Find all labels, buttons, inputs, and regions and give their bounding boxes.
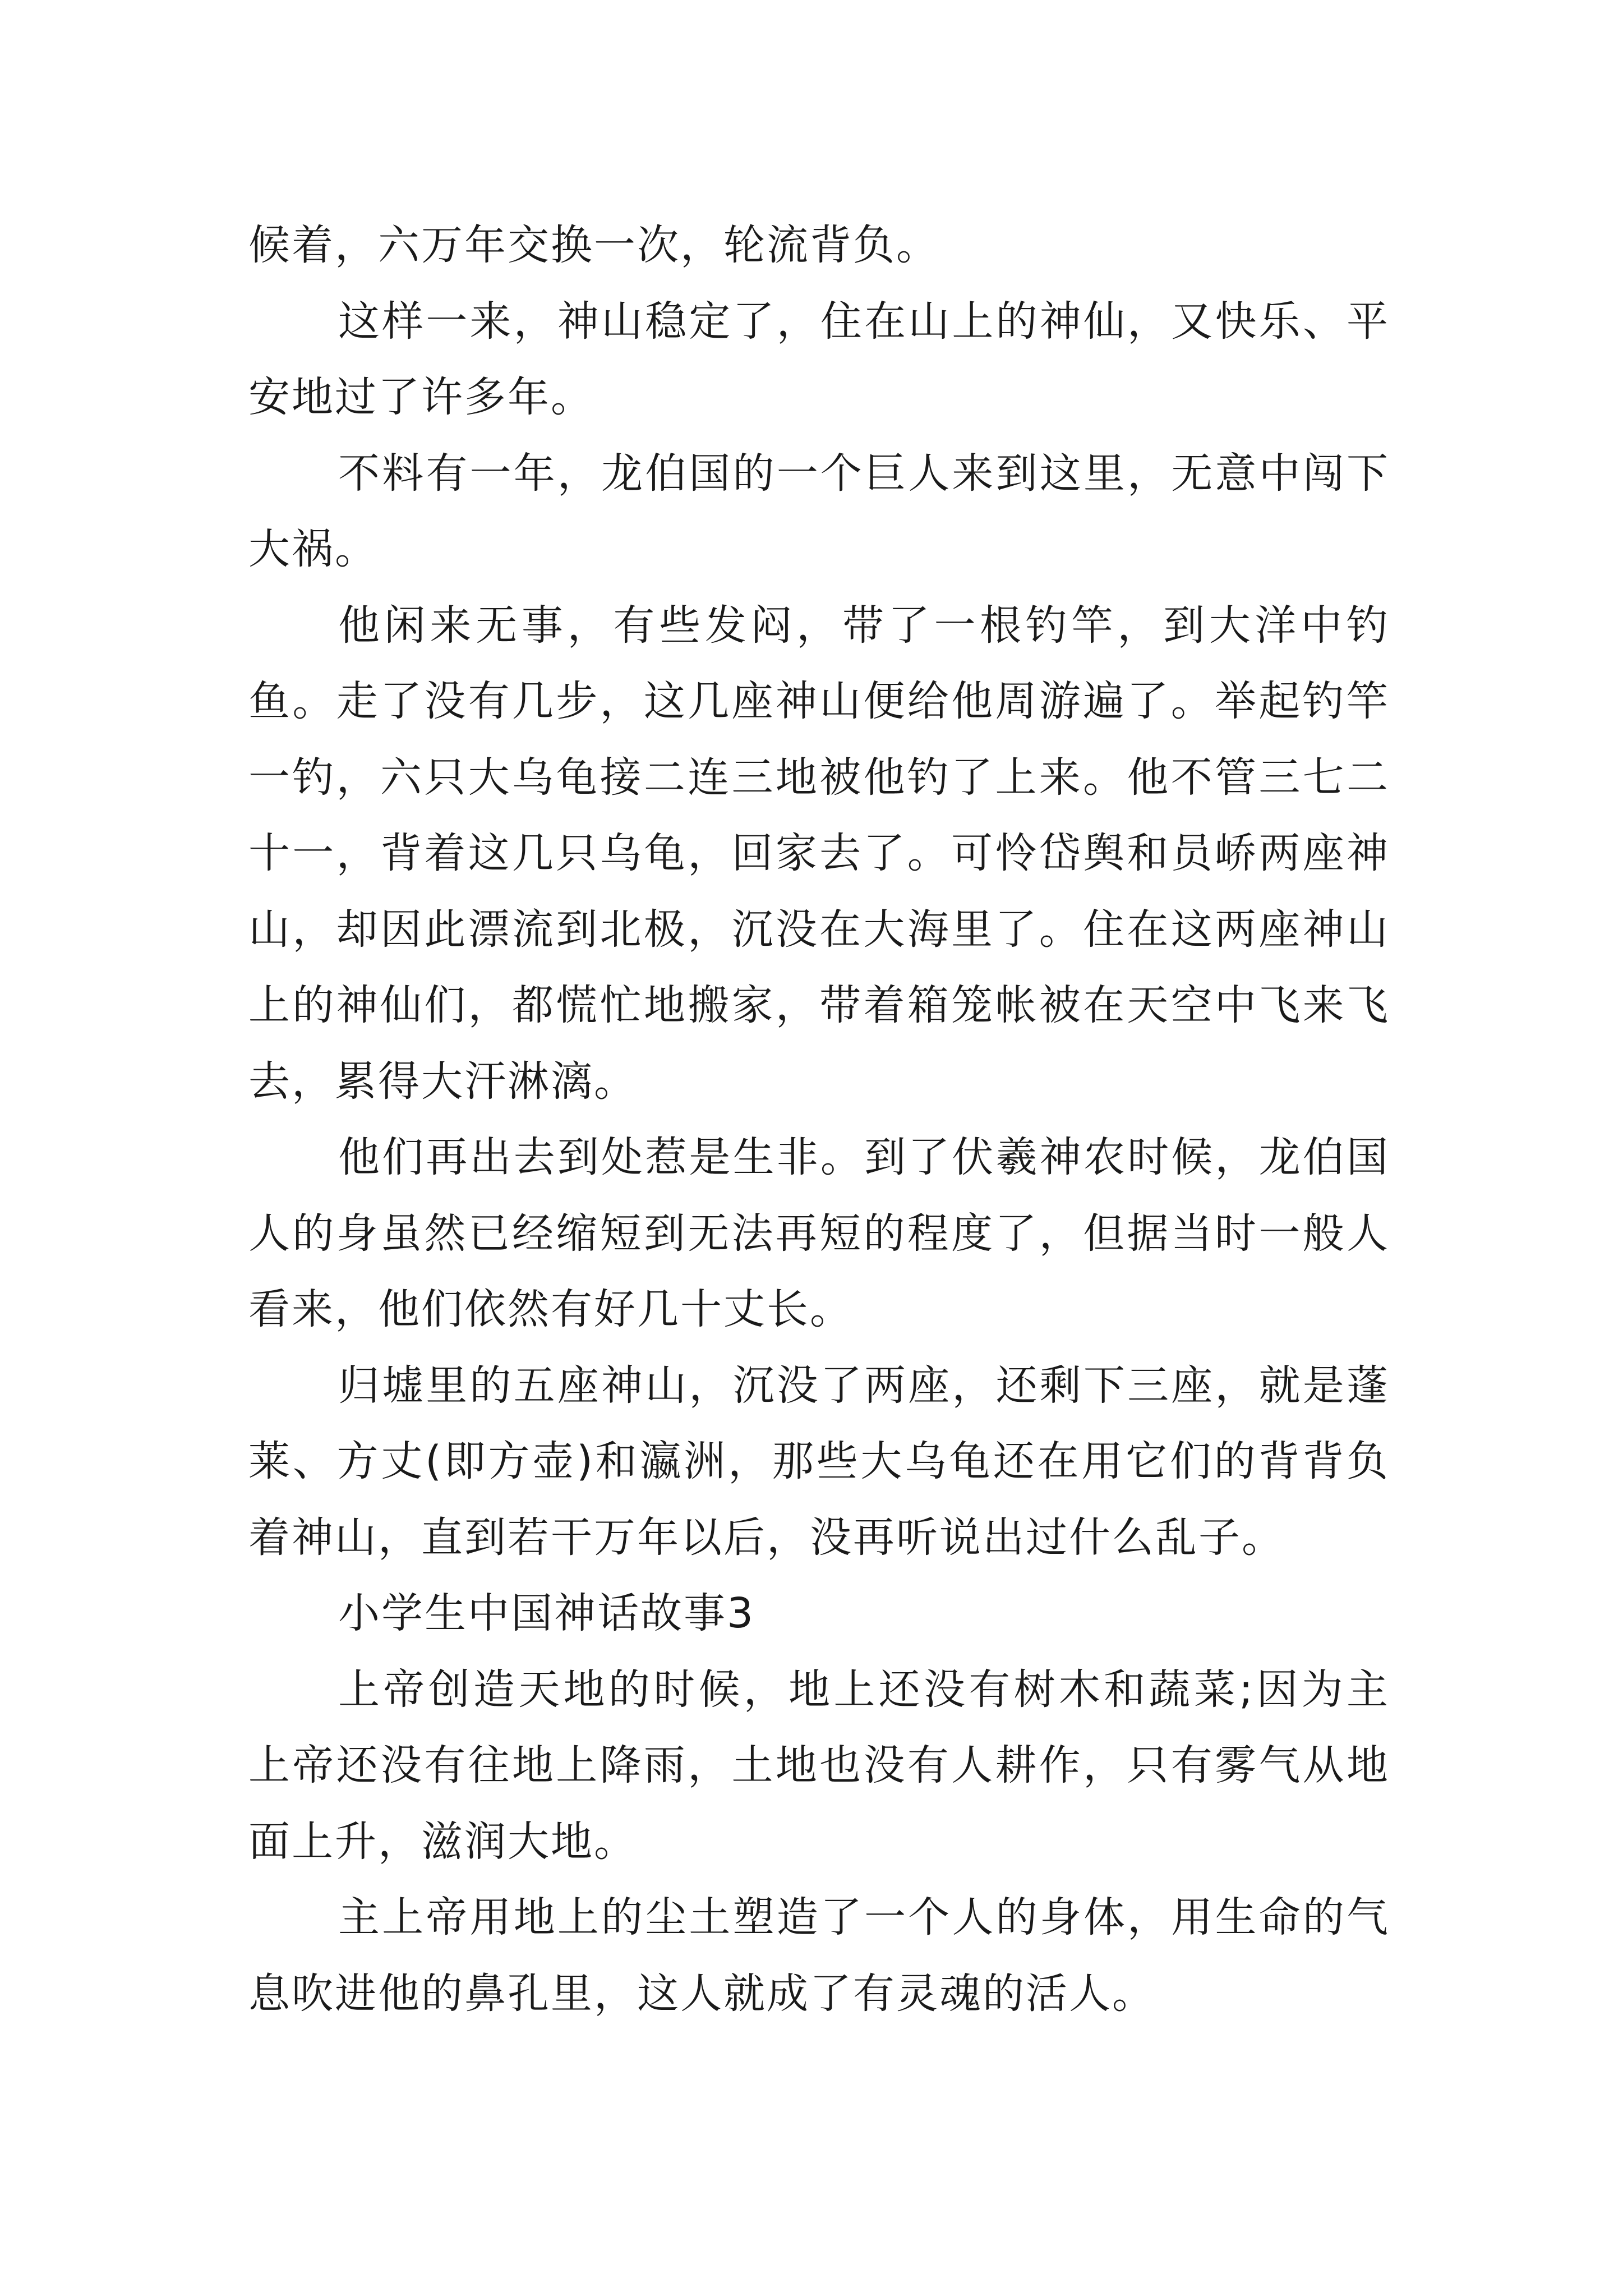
- paragraph-7: 上帝创造天地的时候，地上还没有树木和蔬菜;因为主上帝还没有往地上降雨，土地也没有人耕作，只有雾气从地面上升，滋润大地。: [248, 1665, 1390, 1866]
- paragraph-1: 候着，六万年交换一次，轮流背负。: [248, 221, 939, 269]
- paragraph-2: 这样一来，神山稳定了，住在山上的神仙，又快乐、平安地过了许多年。: [248, 297, 1390, 421]
- paragraph-5: 他们再出去到处惹是生非。到了伏羲神农时候，龙伯国人的身虽然已经缩短到无法再短的程度了，但据当时一般人看来，他们依然有好几十丈长。: [248, 1133, 1390, 1333]
- document-body: [248, 208, 1390, 2032]
- paragraph-8: 主上帝用地上的尘土塑造了一个人的身体，用生命的气息吹进他的鼻孔里，这人就成了有灵魂的活人。: [248, 1893, 1390, 2018]
- paragraph-4: 他闲来无事，有些发闷，带了一根钓竿，到大洋中钓鱼。走了没有几步，这几座神山便给他周游遍了。举起钓竿一钓，六只大乌龟接二连三地被他钓了上来。他不管三七二十一，背着这几只乌龟，回家去了。可怜岱舆和员峤两座神山，却因此漂流到北极，沉没在大海里了。住在这两座神山上的神仙们，都慌忙地搬家，带着箱笼帐被在天空中飞来飞去，累得大汗淋漓。: [248, 601, 1390, 1106]
- paragraph-3: 不料有一年，龙伯国的一个巨人来到这里，无意中闯下大祸。: [248, 449, 1390, 573]
- section-heading: 小学生中国神话故事3: [338, 1589, 755, 1637]
- paragraph-6: 归墟里的五座神山，沉没了两座，还剩下三座，就是蓬莱、方丈(即方壶)和瀛洲，那些大乌龟还在用它们的背背负着神山，直到若干万年以后，没再听说出过什么乱子。: [248, 1361, 1390, 1562]
